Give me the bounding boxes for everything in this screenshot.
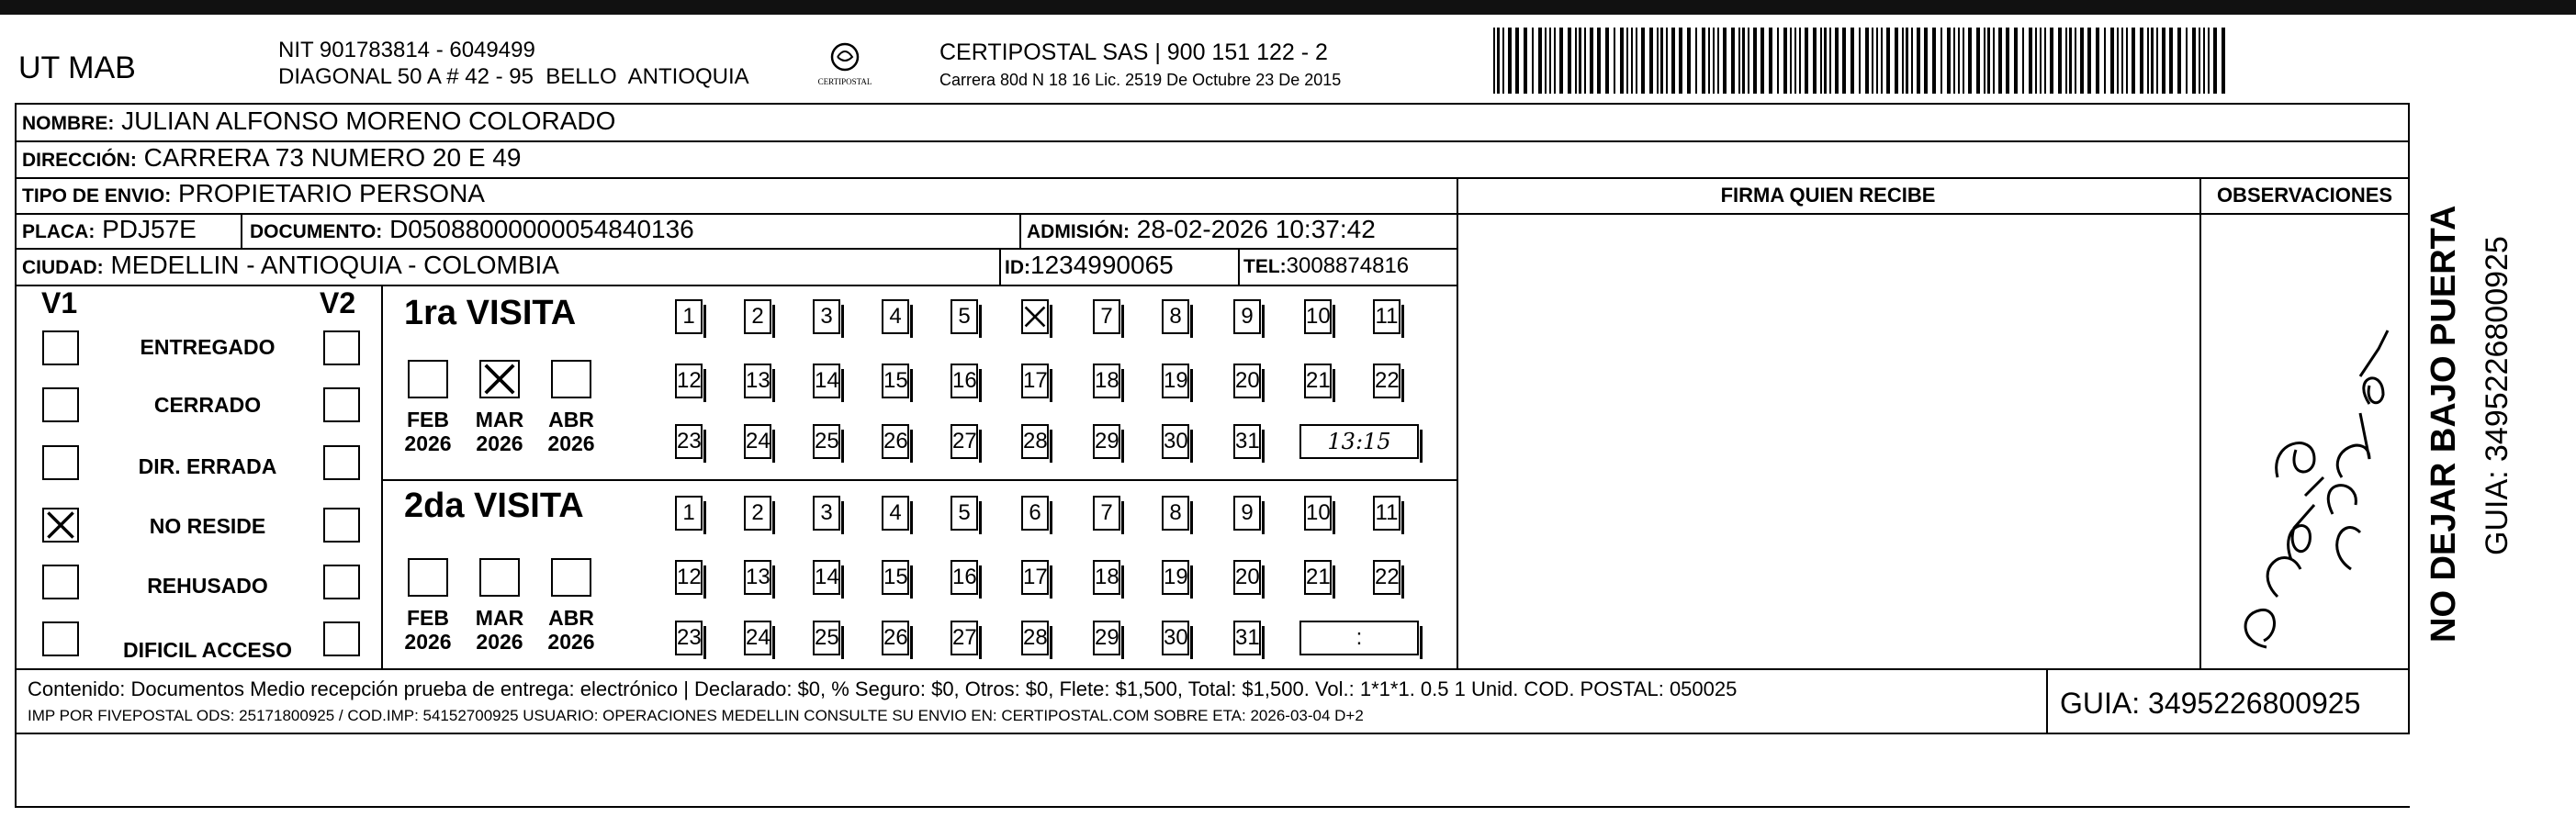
day-box: 19 <box>1162 364 1189 398</box>
barcode-bar <box>1958 28 1960 94</box>
status-label: ENTREGADO <box>140 335 276 359</box>
x-mark-icon <box>44 509 77 541</box>
v1-checkbox <box>42 508 79 543</box>
day-box: 19 <box>1162 560 1189 595</box>
barcode-bar <box>1538 28 1542 94</box>
v1-checkbox <box>42 387 79 422</box>
barcode-bar <box>2222 28 2225 94</box>
footer-impresion: IMP POR FIVEPOSTAL ODS: 25171800925 / COD.IMP: 54152700925 USUARIO: OPERACIONES MEDELLIN CONSULTE SU ENVIO EN: CERTIPOSTAL.COM SOBRE ETA: 2026-03-04 D+2 <box>28 707 1364 724</box>
svg-text:CERTIPOSTAL: CERTIPOSTAL <box>817 77 872 86</box>
barcode-bar <box>1584 28 1586 94</box>
barcode-bar <box>2022 28 2024 94</box>
day-box <box>1021 299 1049 334</box>
barcode-bar <box>2029 28 2032 94</box>
barcode-bar <box>1568 28 1571 94</box>
barcode-bar <box>1708 28 1710 94</box>
barcode-bar <box>1794 28 1796 94</box>
barcode-bar <box>2058 28 2062 94</box>
barcode-bar <box>1976 28 1980 94</box>
month-checkbox <box>551 558 591 597</box>
day-box: 5 <box>951 299 978 334</box>
barcode-bar <box>1631 28 1633 94</box>
day-box: 1 <box>675 496 703 531</box>
tracking-barcode <box>1493 28 2228 94</box>
barcode-bar <box>1605 28 1609 94</box>
day-box: 28 <box>1021 621 1049 655</box>
barcode-bar <box>1717 28 1719 94</box>
status-label: CERRADO <box>153 393 262 417</box>
v1-checkbox <box>42 330 79 365</box>
status-label: DIR. ERRADA <box>138 454 277 478</box>
month-label: FEB 2026 <box>404 606 452 654</box>
visit2-title: 2da VISITA <box>404 487 584 525</box>
barcode-bar <box>1876 28 1878 94</box>
direccion-field: DIRECCIÓN: CARRERA 73 NUMERO 20 E 49 <box>22 143 522 172</box>
month-checkbox <box>479 360 520 398</box>
barcode-bar <box>1731 28 1735 94</box>
month-label: MAR 2026 <box>475 408 524 455</box>
day-box: 29 <box>1093 424 1120 459</box>
day-box: 13 <box>744 560 771 595</box>
barcode-bar <box>1820 28 1822 94</box>
day-box: 26 <box>882 621 909 655</box>
barcode-bar <box>2132 28 2135 94</box>
barcode-bar <box>2069 28 2072 94</box>
barcode-bar <box>1984 28 1985 94</box>
day-box: 10 <box>1304 299 1332 334</box>
day-box: 8 <box>1162 496 1189 531</box>
v2-checkbox <box>323 445 360 480</box>
barcode-bar <box>1626 28 1628 94</box>
day-box: 20 <box>1233 364 1261 398</box>
barcode-bar <box>1829 28 1831 94</box>
barcode-bar <box>1620 28 1624 94</box>
barcode-bar <box>2186 28 2188 94</box>
v1-header: V1 <box>41 286 78 319</box>
footer-contenido: Contenido: Documentos Medio recepción prueba de entrega: electrónico | Declarado: $0, % Seguro: $0, Otros: $0, Flete: $1,500, Total: $1,500. Vol.: 1*1*1. 0.5 1 Unid. COD. POSTAL: 050025 <box>28 677 1738 700</box>
day-box: 10 <box>1304 496 1332 531</box>
barcode-bar <box>1742 28 1745 94</box>
day-box: 2 <box>744 299 771 334</box>
barcode-bar <box>2177 28 2181 94</box>
day-box: 30 <box>1162 424 1189 459</box>
left-edge <box>15 734 17 808</box>
day-box: 24 <box>744 424 771 459</box>
top-border <box>0 0 2576 15</box>
x-mark-icon <box>1023 301 1047 332</box>
month-label: MAR 2026 <box>475 606 524 654</box>
ciudad-field: CIUDAD: MEDELLIN - ANTIOQUIA - COLOMBIA <box>22 251 559 279</box>
day-box: 1 <box>675 299 703 334</box>
day-box: 27 <box>951 621 978 655</box>
barcode-bar <box>1940 28 1942 94</box>
barcode-bar <box>1695 28 1697 94</box>
day-box: 25 <box>813 621 840 655</box>
barcode-bar <box>1881 28 1883 94</box>
v2-checkbox <box>323 387 360 422</box>
barcode-bar <box>2162 28 2165 94</box>
day-box: 23 <box>675 424 703 459</box>
month-checkbox <box>408 360 448 398</box>
barcode-bar <box>1842 28 1846 94</box>
barcode-bar <box>2213 28 2217 94</box>
barcode-bar <box>1575 28 1577 94</box>
barcode-bar <box>2096 28 2099 94</box>
observaciones-header: OBSERVACIONES <box>2216 184 2393 207</box>
barcode-bar <box>1723 28 1727 94</box>
v1-checkbox <box>42 565 79 599</box>
barcode-bar <box>2147 28 2149 94</box>
barcode-bar <box>1671 28 1675 94</box>
barcode-bar <box>1502 28 1504 94</box>
day-box: 11 <box>1373 496 1400 531</box>
status-label: DIFICIL ACCESO <box>122 638 292 662</box>
status-label: NO RESIDE <box>149 514 266 538</box>
barcode-bar <box>1679 28 1682 94</box>
day-box: 28 <box>1021 424 1049 459</box>
day-box: 8 <box>1162 299 1189 334</box>
day-box: 9 <box>1233 496 1261 531</box>
barcode-bar <box>1532 28 1534 94</box>
placa-field: PLACA: PDJ57E <box>22 215 197 243</box>
barcode-bar <box>1924 28 1928 94</box>
barcode-bar <box>1597 28 1601 94</box>
barcode-bar <box>1657 28 1659 94</box>
barcode-bar <box>2035 28 2037 94</box>
time-box: 13:15 <box>1299 424 1419 459</box>
day-box: 25 <box>813 424 840 459</box>
barcode-bar <box>2117 28 2119 94</box>
barcode-bar <box>2065 28 2067 94</box>
month-checkbox <box>408 558 448 597</box>
day-box: 14 <box>813 364 840 398</box>
admision-field: ADMISIÓN: 28-02-2026 10:37:42 <box>1027 215 1376 243</box>
barcode-bar <box>1666 28 1668 94</box>
day-box: 31 <box>1233 424 1261 459</box>
handwritten-observation <box>2222 294 2397 661</box>
barcode-bar <box>1636 28 1637 94</box>
barcode-bar <box>1987 28 1990 94</box>
v1-checkbox <box>42 621 79 656</box>
barcode-bar <box>1872 28 1873 94</box>
barcode-bar <box>2151 28 2154 94</box>
day-box: 18 <box>1093 364 1120 398</box>
side-guia: GUIA: 3495226800925 <box>2480 236 2514 555</box>
barcode-bar <box>2199 28 2200 94</box>
day-box: 14 <box>813 560 840 595</box>
barcode-bar <box>1497 28 1500 94</box>
barcode-bar <box>1702 28 1705 94</box>
day-box: 16 <box>951 364 978 398</box>
barcode-bar <box>2040 28 2042 94</box>
status-label: REHUSADO <box>147 574 268 598</box>
certipostal-logo-icon <box>817 39 872 94</box>
barcode-bar <box>2104 28 2106 94</box>
barcode-bar <box>1515 28 1519 94</box>
day-box: 12 <box>675 560 703 595</box>
barcode-bar <box>2126 28 2128 94</box>
day-box: 24 <box>744 621 771 655</box>
barcode-bar <box>1649 28 1653 94</box>
barcode-bar <box>1614 28 1615 94</box>
day-box: 3 <box>813 496 840 531</box>
barcode-bar <box>1508 28 1512 94</box>
barcode-bar <box>1968 28 1972 94</box>
barcode-bar <box>2169 28 2173 94</box>
day-box: 3 <box>813 299 840 334</box>
barcode-bar <box>1805 28 1808 94</box>
barcode-bar <box>2203 28 2205 94</box>
barcode-bar <box>1859 28 1861 94</box>
day-box: 13 <box>744 364 771 398</box>
barcode-bar <box>1998 28 2002 94</box>
barcode-bar <box>1524 28 1527 94</box>
barcode-bar <box>1777 28 1779 94</box>
v2-checkbox <box>323 508 360 543</box>
barcode-bar <box>1713 28 1715 94</box>
tel-field: TEL:3008874816 <box>1243 253 1410 278</box>
barcode-bar <box>1738 28 1740 94</box>
firma-header: FIRMA QUIEN RECIBE <box>1720 184 1936 207</box>
barcode-bar <box>1493 28 1495 94</box>
id-field: ID:1234990065 <box>1005 251 1174 279</box>
month-label: ABR 2026 <box>547 606 595 654</box>
barcode-bar <box>1813 28 1817 94</box>
barcode-bar <box>1769 28 1772 94</box>
barcode-bar <box>2087 28 2091 94</box>
tipo-envio-field: TIPO DE ENVIO: PROPIETARIO PERSONA <box>22 179 485 207</box>
day-box: 22 <box>1373 364 1400 398</box>
day-box: 15 <box>882 364 909 398</box>
barcode-bar <box>1895 28 1898 94</box>
barcode-bar <box>1906 28 1908 94</box>
barcode-bar <box>2140 28 2143 94</box>
certipostal-info: CERTIPOSTAL SAS | 900 151 122 - 2 Carrera 80d N 18 16 Lic. 2519 De Octubre 23 De 2015 <box>939 39 1342 89</box>
day-box: 15 <box>882 560 909 595</box>
day-box: 17 <box>1021 560 1049 595</box>
day-box: 26 <box>882 424 909 459</box>
barcode-bar <box>1953 28 1955 94</box>
barcode-bar <box>2075 28 2076 94</box>
day-box: 7 <box>1093 299 1120 334</box>
day-box: 12 <box>675 364 703 398</box>
barcode-bar <box>1660 28 1663 94</box>
day-box: 11 <box>1373 299 1400 334</box>
day-box: 22 <box>1373 560 1400 595</box>
visit1-title: 1ra VISITA <box>404 294 577 332</box>
barcode-bar <box>1783 28 1787 94</box>
day-box: 27 <box>951 424 978 459</box>
barcode-bar <box>1641 28 1645 94</box>
barcode-bar <box>1902 28 1904 94</box>
no-dejar-bajo-puerta: NO DEJAR BAJO PUERTA <box>2424 205 2463 643</box>
day-box: 29 <box>1093 621 1120 655</box>
barcode-bar <box>2156 28 2158 94</box>
day-box: 2 <box>744 496 771 531</box>
barcode-bar <box>1865 28 1869 94</box>
barcode-bar <box>2014 28 2018 94</box>
barcode-bar <box>1545 28 1547 94</box>
barcode-bar <box>1932 28 1936 94</box>
time-box: : <box>1299 621 1419 655</box>
barcode-bar <box>1917 28 1920 94</box>
barcode-bar <box>1554 28 1556 94</box>
barcode-bar <box>1963 28 1964 94</box>
day-box: 6 <box>1021 496 1049 531</box>
barcode-bar <box>1947 28 1951 94</box>
barcode-bar <box>2208 28 2210 94</box>
x-mark-icon <box>481 362 518 397</box>
day-box: 23 <box>675 621 703 655</box>
barcode-bar <box>1850 28 1854 94</box>
day-box: 7 <box>1093 496 1120 531</box>
barcode-bar <box>1687 28 1691 94</box>
day-box: 4 <box>882 496 909 531</box>
day-box: 9 <box>1233 299 1261 334</box>
barcode-bar <box>2192 28 2196 94</box>
month-label: FEB 2026 <box>404 408 452 455</box>
barcode-bar <box>2050 28 2053 94</box>
barcode-bar <box>2121 28 2123 94</box>
nombre-field: NOMBRE: JULIAN ALFONSO MORENO COLORADO <box>22 106 616 135</box>
company-nit: NIT 901783814 - 6049499 DIAGONAL 50 A # 42 - 95 BELLO ANTIOQUIA <box>278 38 749 89</box>
day-box: 16 <box>951 560 978 595</box>
barcode-bar <box>1835 28 1839 94</box>
barcode-bar <box>1790 28 1792 94</box>
barcode-bar <box>2110 28 2114 94</box>
day-box: 21 <box>1304 560 1332 595</box>
barcode-bar <box>1760 28 1764 94</box>
documento-field: DOCUMENTO: D05088000000054840136 <box>250 215 694 243</box>
company-name: UT MAB <box>18 50 136 85</box>
day-box: 20 <box>1233 560 1261 595</box>
day-box: 4 <box>882 299 909 334</box>
barcode-bar <box>1886 28 1890 94</box>
barcode-bar <box>1993 28 1995 94</box>
day-box: 18 <box>1093 560 1120 595</box>
barcode-bar <box>1753 28 1757 94</box>
barcode-bar <box>2080 28 2084 94</box>
day-box: 5 <box>951 496 978 531</box>
barcode-bar <box>2044 28 2046 94</box>
day-box: 30 <box>1162 621 1189 655</box>
v1-checkbox <box>42 445 79 480</box>
v2-checkbox <box>323 330 360 365</box>
month-checkbox <box>551 360 591 398</box>
barcode-bar <box>1824 28 1827 94</box>
month-checkbox <box>479 558 520 597</box>
barcode-bar <box>1590 28 1593 94</box>
day-box: 31 <box>1233 621 1261 655</box>
v2-checkbox <box>323 621 360 656</box>
month-label: ABR 2026 <box>547 408 595 455</box>
footer-guia: GUIA: 3495226800925 <box>2060 687 2361 720</box>
barcode-bar <box>1911 28 1913 94</box>
barcode-bar <box>1748 28 1749 94</box>
v2-checkbox <box>323 565 360 599</box>
day-box: 17 <box>1021 364 1049 398</box>
barcode-bar <box>2006 28 2009 94</box>
barcode-bar <box>1799 28 1801 94</box>
barcode-bar <box>1559 28 1563 94</box>
barcode-bar <box>1549 28 1551 94</box>
barcode-bar <box>1579 28 1581 94</box>
v2-header: V2 <box>320 286 356 319</box>
day-box: 21 <box>1304 364 1332 398</box>
